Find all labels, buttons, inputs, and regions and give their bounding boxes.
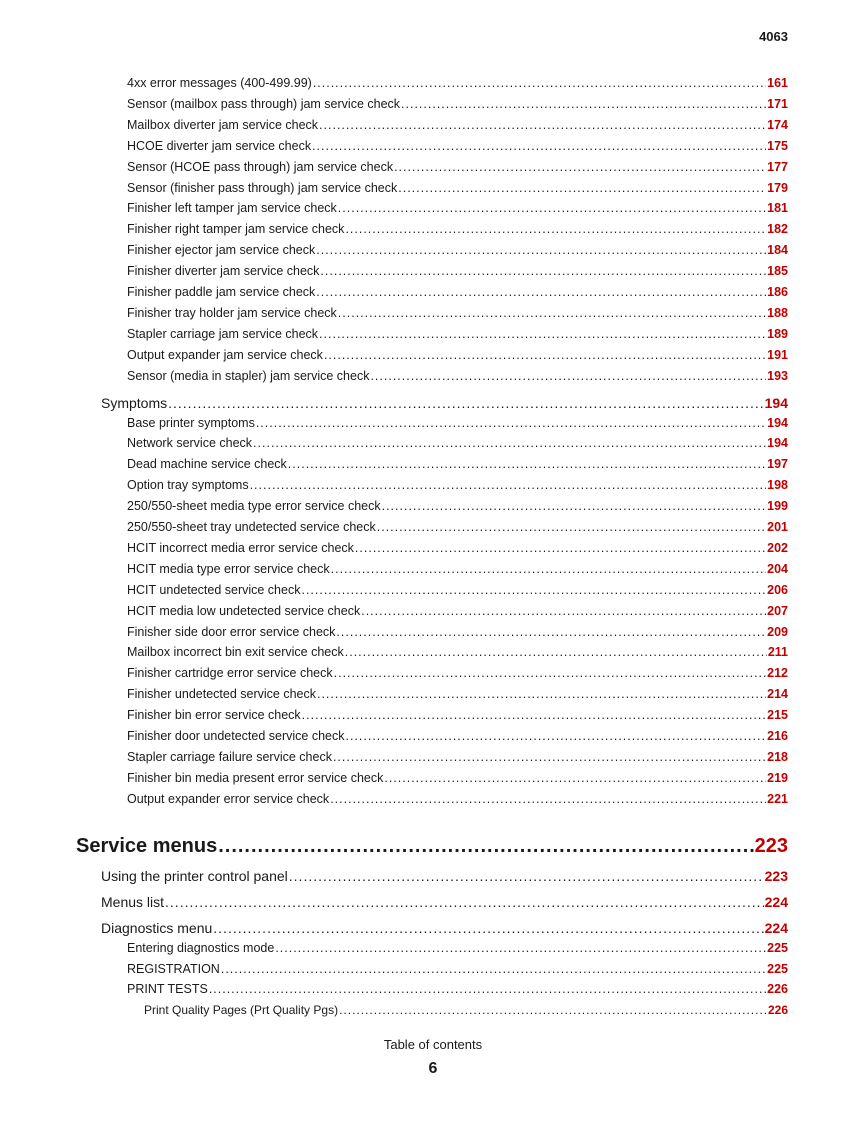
toc-entry-title: Option tray symptoms — [127, 478, 249, 493]
toc-entry-page: 207 — [767, 603, 788, 618]
toc-entry[interactable] — [127, 327, 788, 341]
toc-dot-leader — [355, 541, 766, 555]
toc-entry-title: Symptoms — [101, 394, 168, 411]
toc-dot-leader — [312, 139, 766, 153]
toc-dot-leader — [302, 708, 766, 722]
toc-entry-title: Finisher paddle jam service check — [127, 285, 316, 299]
toc-entry[interactable] — [127, 118, 788, 132]
toc-entry-title: HCIT incorrect media error service check — [127, 540, 354, 555]
toc-entry-page: 175 — [767, 138, 788, 153]
toc-entry-page: 194 — [767, 436, 788, 451]
toc-entry[interactable] — [127, 562, 788, 576]
toc-entry-page: 224 — [764, 893, 788, 910]
toc-entry-page: 223 — [764, 867, 788, 884]
toc-entry[interactable] — [127, 97, 788, 111]
toc-dot-leader — [316, 285, 766, 299]
toc-entry[interactable] — [127, 520, 788, 534]
toc-entry-title: Output expander jam service check — [127, 347, 323, 362]
toc-dot-leader — [345, 729, 766, 743]
toc-entry-page: 216 — [767, 729, 788, 743]
toc-entry-title: Sensor (media in stapler) jam service check — [127, 368, 370, 383]
toc-dot-leader — [330, 792, 766, 806]
toc-entry[interactable] — [127, 687, 788, 701]
toc-dot-leader — [253, 436, 766, 450]
toc-entry-title: Finisher door undetected service check — [127, 729, 345, 743]
toc-dot-leader — [289, 868, 764, 884]
toc-entry-title: Finisher ejector jam service check — [127, 243, 316, 258]
toc-entry-title: Finisher bin media present error service check — [127, 770, 384, 785]
toc-entry[interactable] — [127, 604, 788, 618]
toc-dot-leader — [384, 771, 766, 785]
toc-entry-page: 201 — [767, 520, 788, 534]
toc-entry[interactable] — [127, 369, 788, 383]
toc-entry[interactable] — [127, 160, 788, 174]
toc-entry-title: Menus list — [101, 893, 165, 910]
toc-dot-leader — [275, 941, 766, 955]
toc-entry-title: Finisher side door error service check — [127, 624, 336, 639]
toc-dot-leader — [394, 160, 766, 174]
toc-dot-leader — [317, 687, 766, 701]
toc-entry-page: 221 — [767, 791, 788, 806]
toc-entry[interactable] — [127, 941, 788, 955]
toc-entry-title: Using the printer control panel — [101, 867, 288, 884]
toc-entry-title: Stapler carriage failure service check — [127, 749, 332, 764]
toc-dot-leader — [370, 369, 766, 383]
toc-entry-title: Stapler carriage jam service check — [127, 326, 319, 341]
toc-dot-leader — [398, 181, 766, 195]
toc-entry[interactable] — [101, 894, 788, 910]
toc-entry-title: Network service check — [127, 436, 253, 451]
toc-dot-leader — [165, 894, 764, 910]
toc-entry-page: 214 — [767, 687, 788, 702]
toc-entry[interactable] — [127, 457, 788, 471]
toc-entry-page: 191 — [767, 347, 788, 362]
toc-entry[interactable] — [127, 181, 788, 195]
toc-entry[interactable] — [76, 835, 788, 858]
toc-dot-leader — [333, 750, 766, 764]
toc-dot-leader — [319, 327, 766, 341]
toc-entry-page: 199 — [767, 499, 788, 514]
toc-entry[interactable] — [127, 583, 788, 597]
toc-dot-leader — [382, 499, 767, 513]
toc-entry-page: 188 — [767, 305, 788, 320]
toc-entry-page: 171 — [767, 96, 788, 111]
toc-entry-page: 179 — [767, 180, 788, 195]
toc-dot-leader — [338, 306, 766, 320]
toc-entry-title: Mailbox diverter jam service check — [127, 117, 319, 132]
toc-entry-page: 197 — [767, 457, 788, 472]
toc-entry-page: 193 — [767, 368, 788, 383]
toc-entry-page: 212 — [767, 666, 788, 681]
footer-page-number: 6 — [428, 1060, 438, 1077]
toc-dot-leader — [377, 520, 766, 534]
toc-entry-title: Print Quality Pages (Prt Quality Pgs) — [144, 1003, 339, 1018]
toc-entry-title: Finisher bin error service check — [127, 708, 301, 723]
toc-entry-title: Output expander error service check — [127, 791, 330, 806]
toc-dot-leader — [339, 1003, 767, 1017]
toc-entry-title: Diagnostics menu — [101, 919, 213, 936]
toc-entry-title: HCIT undetected service check — [127, 582, 301, 597]
toc-dot-leader — [221, 962, 766, 976]
toc-dot-leader — [338, 201, 766, 215]
toc-dot-leader — [250, 478, 767, 492]
toc-entry-title: Base printer symptoms — [127, 415, 255, 430]
toc-entry-page: 177 — [767, 159, 788, 174]
toc-entry-page: 211 — [767, 645, 788, 660]
toc-entry-title: Dead machine service check — [127, 457, 287, 472]
toc-dot-leader — [316, 243, 766, 257]
toc-entry-title: Entering diagnostics mode — [127, 940, 275, 955]
toc-entry-title: Sensor (finisher pass through) jam service check — [127, 180, 398, 195]
document-code: 4063 — [759, 29, 788, 44]
toc-entry[interactable] — [127, 285, 788, 299]
toc-entry-page: 185 — [767, 264, 788, 279]
toc-entry[interactable] — [127, 729, 788, 743]
toc-entry-page: 225 — [767, 961, 788, 976]
toc-entry-title: HCIT media low undetected service check — [127, 603, 361, 618]
toc-dot-leader — [345, 645, 767, 659]
toc-entry-page: 194 — [764, 394, 788, 411]
toc-dot-leader — [256, 416, 766, 430]
toc-dot-leader — [213, 920, 763, 936]
toc-dot-leader — [331, 562, 767, 576]
toc-entry-page: 198 — [767, 478, 788, 493]
toc-entry-title: Sensor (HCOE pass through) jam service check — [127, 159, 394, 174]
toc-entry[interactable] — [127, 264, 788, 278]
toc-entry-title: Finisher cartridge error service check — [127, 666, 333, 681]
toc-entry-title: Finisher tray holder jam service check — [127, 305, 337, 320]
toc-entry[interactable] — [127, 708, 788, 722]
toc-entry[interactable] — [127, 499, 788, 513]
toc-entry-title: Finisher diverter jam service check — [127, 264, 320, 279]
toc-dot-leader — [288, 457, 766, 471]
toc-entry-page: 225 — [767, 940, 788, 955]
toc-entry-page: 174 — [767, 117, 788, 132]
toc-entry-title: Finisher right tamper jam service check — [127, 222, 345, 237]
toc-entry[interactable] — [127, 222, 788, 236]
toc-entry[interactable] — [144, 1003, 788, 1017]
toc-entry[interactable] — [127, 771, 788, 785]
toc-entry-page: 181 — [767, 201, 788, 216]
toc-entry-title: 250/550-sheet tray undetected service check — [127, 520, 376, 534]
toc-entry-page: 215 — [767, 708, 788, 723]
toc-entry-page: 189 — [767, 326, 788, 341]
toc-dot-leader — [336, 625, 766, 639]
footer-label: Table of contents — [383, 1037, 483, 1052]
toc-entry-page: 209 — [767, 624, 788, 639]
toc-entry-title: HCOE diverter jam service check — [127, 138, 312, 153]
toc-dot-leader — [361, 604, 766, 618]
toc-entry[interactable] — [127, 666, 788, 680]
toc-entry[interactable] — [101, 920, 788, 936]
toc-dot-leader — [218, 835, 753, 858]
toc-entry-page: 206 — [767, 582, 788, 597]
toc-entry[interactable] — [127, 76, 788, 90]
toc-dot-leader — [345, 222, 766, 236]
toc-entry-title: 4xx error messages (400-499.99) — [127, 76, 312, 90]
toc-entry-page: 161 — [767, 76, 788, 90]
toc-entry-title: PRINT TESTS — [127, 982, 208, 997]
toc-entry-title: Service menus — [76, 834, 218, 857]
toc-entry-page: 194 — [767, 415, 788, 430]
toc-entry-page: 204 — [767, 561, 788, 576]
toc-entry[interactable] — [127, 625, 788, 639]
toc-dot-leader — [313, 76, 766, 90]
toc-entry-page: 186 — [767, 285, 788, 299]
toc-entry[interactable] — [127, 348, 788, 362]
toc-entry-title: Sensor (mailbox pass through) jam service check — [127, 96, 401, 111]
toc-entry[interactable] — [127, 541, 788, 555]
toc-entry[interactable] — [127, 645, 788, 659]
toc-entry-page: 218 — [767, 749, 788, 764]
toc-entry[interactable] — [127, 416, 788, 430]
toc-entry-title: Finisher undetected service check — [127, 687, 316, 702]
toc-dot-leader — [319, 118, 766, 132]
toc-entry-page: 226 — [767, 982, 788, 997]
toc-entry[interactable] — [127, 139, 788, 153]
toc-entry-page: 224 — [764, 919, 788, 936]
toc-entry[interactable] — [101, 868, 788, 884]
toc-entry-page: 226 — [767, 1003, 788, 1018]
toc-entry-title: 250/550-sheet media type error service check — [127, 499, 381, 514]
toc-entry[interactable] — [127, 306, 788, 320]
toc-entry-title: Finisher left tamper jam service check — [127, 201, 337, 216]
toc-dot-leader — [209, 982, 766, 996]
toc-entry-page: 202 — [767, 540, 788, 555]
toc-entry-page: 223 — [754, 834, 788, 857]
toc-entry-title: Mailbox incorrect bin exit service check — [127, 645, 344, 660]
toc-entry[interactable] — [127, 750, 788, 764]
toc-entry[interactable] — [127, 792, 788, 806]
toc-entry[interactable] — [127, 243, 788, 257]
toc-entry-page: 184 — [767, 243, 788, 258]
toc-entry-title: HCIT media type error service check — [127, 561, 330, 576]
toc-entry-page: 182 — [767, 222, 788, 237]
toc-dot-leader — [320, 264, 766, 278]
toc-entry[interactable] — [127, 201, 788, 215]
toc-entry[interactable] — [127, 436, 788, 450]
toc-entry-page: 219 — [767, 770, 788, 785]
toc-entry[interactable] — [127, 982, 788, 996]
toc-dot-leader — [401, 97, 766, 111]
toc-dot-leader — [301, 583, 766, 597]
toc-entry[interactable] — [127, 962, 788, 976]
toc-entry-title: REGISTRATION — [127, 961, 220, 976]
toc-dot-leader — [324, 348, 766, 362]
toc-dot-leader — [168, 395, 764, 411]
toc-entry[interactable] — [127, 478, 788, 492]
toc-entry[interactable] — [101, 395, 788, 411]
toc-dot-leader — [334, 666, 767, 680]
